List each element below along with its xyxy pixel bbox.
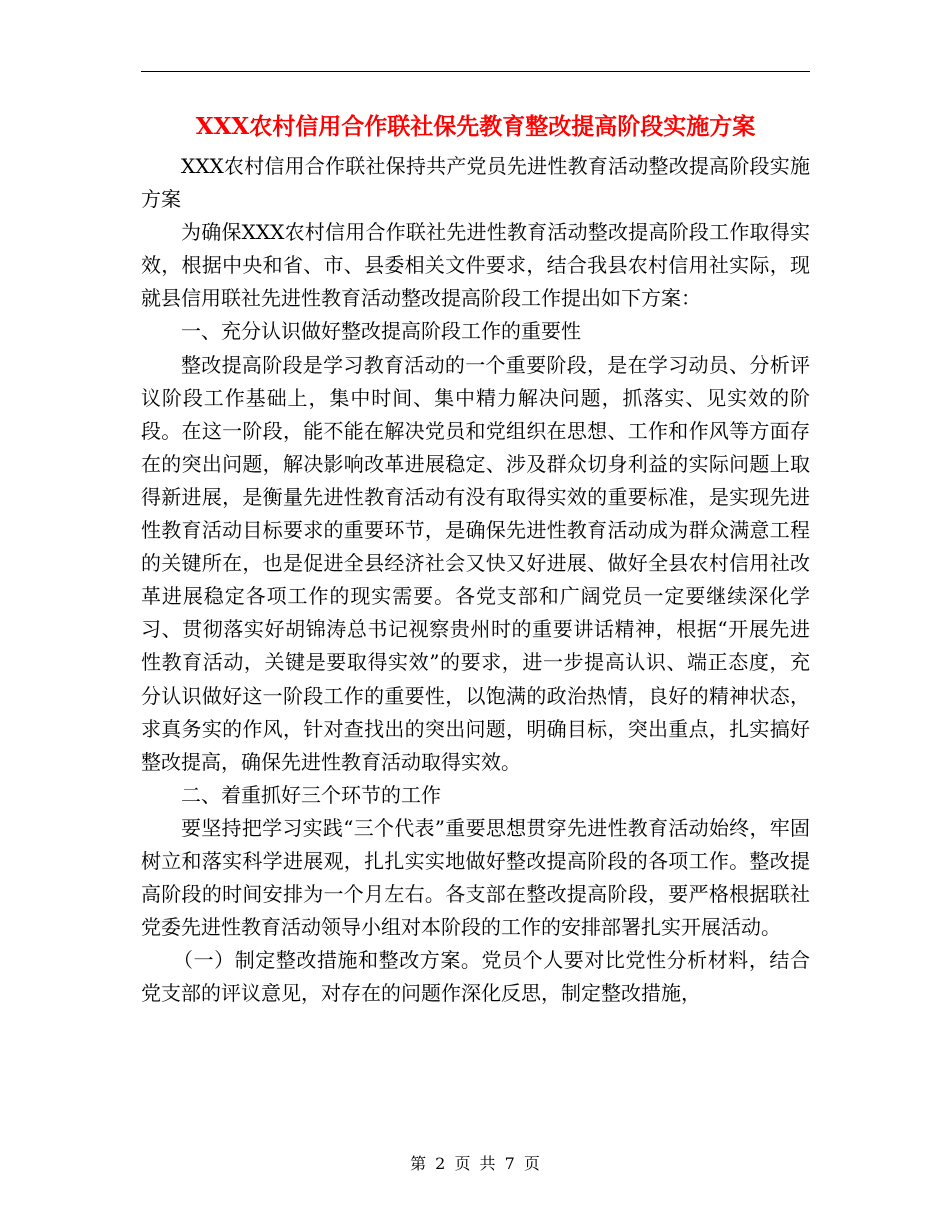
footer-prefix: 第: [410, 1154, 427, 1173]
footer-page-number: 2: [435, 1154, 446, 1173]
footer-suffix: 页: [523, 1154, 540, 1173]
intro-paragraph: XXX农村信用合作联社保持共产党员先进性教育活动整改提高阶段实施方案: [141, 154, 810, 212]
purpose-paragraph: 为确保XXX农村信用合作联社先进性教育活动整改提高阶段工作取得实效，根据中央和省、市、县委相关文件要求，结合我县农村信用社实际，现就县信用联社先进性教育活动整改提高阶段工作提出如下方案：: [141, 220, 810, 311]
section-1-heading: 一、充分认识做好整改提高阶段工作的重要性: [181, 319, 581, 344]
section-1-body: 整改提高阶段是学习教育活动的一个重要阶段，是在学习动员、分析评议阶段工作基础上，集中时间、集中精力解决问题，抓落实、见实效的阶段。在这一阶段，能不能在解决党员和党组织在思想、工作和作风等方面存在的突出问题，解决影响改革进展稳定、涉及群众切身利益的实际问题上取得新进展，是衡量先进性教育活动有没有取得实效的重要标准，是实现先进性教育活动目标要求的重要环节，是确保先进性教育活动成为群众满意工程的关键所在，也是促进全县经济社会又快又好进展、做好全县农村信用社改革进展稳定各项工作的现实需要。各党支部和广阔党员一定要继续深化学习、贯彻落实好胡锦涛总书记视察贵州时的重要讲话精神，根据“开展先进性教育活动，关键是要取得实效”的要求，进一步提高认识、端正态度，充分认识做好这一阶段工作的重要性，以饱满的政治热情，良好的精神状态，求真务实的作风，针对查找出的突出问题，明确目标，突出重点，扎实搞好整改提高，确保先进性教育活动取得实效。: [141, 352, 810, 774]
page-footer: [0, 1153, 950, 1175]
section-2-body: 要坚持把学习实践“三个代表”重要思想贯穿先进性教育活动始终，牢固树立和落实科学进展观，扎扎实实地做好整改提高阶段的各项工作。整改提高阶段的时间安排为一个月左右。各支部在整改提高阶段，要严格根据联社党委先进性教育活动领导小组对本阶段的工作的安排部署扎实开展活动。: [141, 815, 810, 940]
document-body: [141, 150, 810, 1010]
section-2-item-1: （一）制定整改措施和整改方案。党员个人要对比党性分析材料，结合党支部的评议意见，对存在的问题作深化反思，制定整改措施，: [141, 948, 810, 1006]
footer-total-pages: 7: [504, 1154, 515, 1173]
document-title: XXX农村信用合作联社保先教育整改提高阶段实施方案: [195, 113, 756, 140]
header-rule: [141, 71, 810, 72]
footer-middle: 页 共: [454, 1154, 496, 1173]
section-2-heading: 二、着重抓好三个环节的工作: [181, 782, 441, 807]
